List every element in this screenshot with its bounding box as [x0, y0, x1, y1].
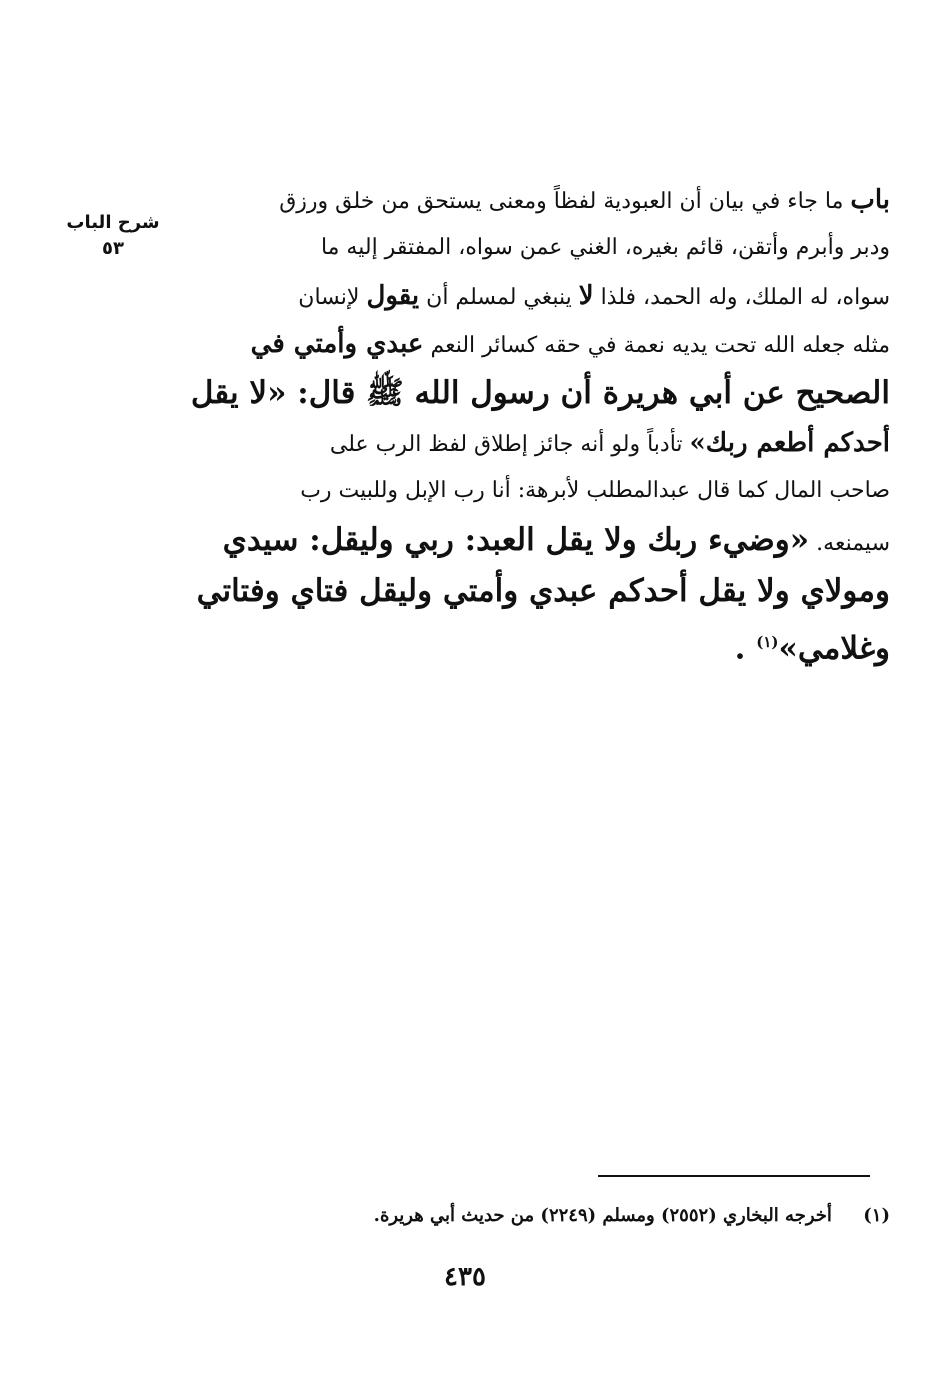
text-segment: سيمنعه. — [809, 531, 890, 556]
text-line-3 — [180, 272, 890, 320]
side-note — [58, 210, 168, 262]
text-segment: لإنسان — [298, 285, 367, 310]
text-segment: ينبغي لمسلم أن — [419, 285, 579, 310]
footnote-text: أخرجه البخاري (٢٥٥٢) ومسلم (٢٢٤٩) من حديث أبي هريرة. — [373, 1205, 832, 1226]
text-line-9: ومولاي ولا يقل أحدكم عبدي وأمتي وليقل فتاي وفتاتي — [196, 573, 890, 609]
text-segment: سواه، له الملك، وله الحمد، فلذا — [593, 285, 890, 310]
text-line-8 — [180, 515, 890, 566]
main-text — [180, 176, 890, 668]
matn-segment: أحدكم أطعم ربك» — [689, 428, 890, 458]
matn-segment: «وضيء ربك ولا يقل العبد: ربي وليقل: سيدي — [222, 522, 810, 558]
text-segment: مثله جعله الله تحت يديه نعمة في حقه كسائر النعم — [423, 333, 890, 358]
matn-word: لا — [578, 281, 594, 311]
matn-segment: وغلامي» — [778, 630, 890, 667]
text-line-10 — [180, 617, 890, 668]
text-line-7: صاحب المال كما قال عبدالمطلب لأبرهة: أنا رب الإبل وللبيت رب — [300, 478, 890, 503]
footnote-reference[interactable]: (١) — [756, 633, 779, 651]
side-note-number: ٥٣ — [102, 238, 124, 259]
text-line-1 — [180, 176, 890, 224]
matn-segment: عبدي وأمتي في — [250, 329, 424, 359]
footnote — [300, 1205, 890, 1226]
footnote-marker: (١) — [863, 1205, 890, 1226]
text-segment: تأدباً ولو أنه جائز إطلاق لفظ الرب على — [329, 432, 690, 457]
footnote-divider — [598, 1175, 870, 1177]
text-segment: . — [734, 630, 757, 667]
page-number: ٤٣٥ — [444, 1262, 486, 1292]
text-line-6 — [180, 419, 890, 467]
chapter-word: باب — [850, 185, 890, 215]
matn-word: يقول — [366, 281, 420, 311]
text-line-2: ودبر وأبرم وأتقن، قائم بغيره، الغني عمن سواه، المفتقر إليه ما — [320, 235, 890, 260]
text-line-4 — [180, 320, 890, 368]
text-line-5: الصحيح عن أبي هريرة أن رسول الله ﷺ قال: «لا يقل — [190, 375, 890, 411]
side-note-title: شرح الباب — [66, 212, 160, 233]
text-segment: ما جاء في بيان أن العبودية لفظاً ومعنى يستحق من خلق ورزق — [279, 189, 851, 214]
